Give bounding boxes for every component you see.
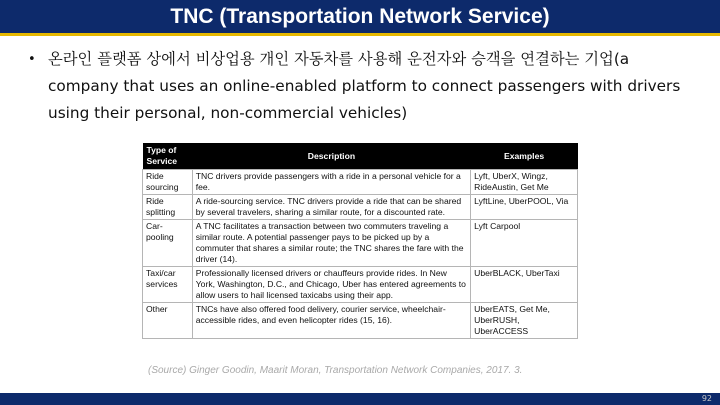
table-row (143, 303, 578, 339)
table-row (143, 195, 578, 220)
source-citation: (Source) Ginger Goodin, Maarit Moran, Transportation Network Companies, 2017. 3. (148, 365, 523, 376)
header-type: Type of Service (143, 143, 193, 170)
bullet-point (28, 46, 688, 127)
table-row (143, 170, 578, 195)
cell-examples: Lyft Carpool (471, 220, 578, 267)
cell-description: Professionally licensed drivers or chauffeurs provide rides. In New York, Washington, D.C., and Chicago, Uber has entered agreements to allow users to hail licensed taxicabs using their app. (192, 267, 470, 303)
header-description: Description (192, 143, 470, 170)
cell-examples: UberBLACK, UberTaxi (471, 267, 578, 303)
slide-title-bar (0, 0, 720, 36)
bullet-text: 온라인 플랫폼 상에서 비상업용 개인 자동차를 사용해 운전자와 승객을 연결하는 기업(a company that uses an online-enabled platform to connect passengers with drivers using their personal, non-commercial vehicles) (48, 50, 681, 122)
bottom-bar (0, 393, 720, 405)
page-number: 92 (701, 394, 712, 403)
table-header-row (143, 143, 578, 170)
cell-type: Ride splitting (143, 195, 193, 220)
table-row (143, 267, 578, 303)
table-row (143, 220, 578, 267)
header-examples: Examples (471, 143, 578, 170)
cell-type: Car-pooling (143, 220, 193, 267)
cell-type: Ride sourcing (143, 170, 193, 195)
bullet-icon: • (28, 52, 36, 67)
cell-description: A ride-sourcing service. TNC drivers provide a ride that can be shared by several travelers, sharing a similar route, for a discounted rate. (192, 195, 470, 220)
tnc-service-table (142, 143, 578, 339)
cell-examples: Lyft, UberX, Wingz, RideAustin, Get Me (471, 170, 578, 195)
cell-description: TNCs have also offered food delivery, courier service, wheelchair-accessible rides, and even helicopter rides (15, 16). (192, 303, 470, 339)
cell-examples: UberEATS, Get Me, UberRUSH, UberACCESS (471, 303, 578, 339)
cell-description: TNC drivers provide passengers with a ride in a personal vehicle for a fee. (192, 170, 470, 195)
cell-description: A TNC facilitates a transaction between two commuters traveling a similar route. A potential passenger pays to be picked up by a commuter that shares a similar route; the TNC shares the fare with the driver (14). (192, 220, 470, 267)
cell-type: Taxi/car services (143, 267, 193, 303)
slide-title: TNC (Transportation Network Service) (170, 4, 550, 28)
cell-type: Other (143, 303, 193, 339)
cell-examples: LyftLine, UberPOOL, Via (471, 195, 578, 220)
